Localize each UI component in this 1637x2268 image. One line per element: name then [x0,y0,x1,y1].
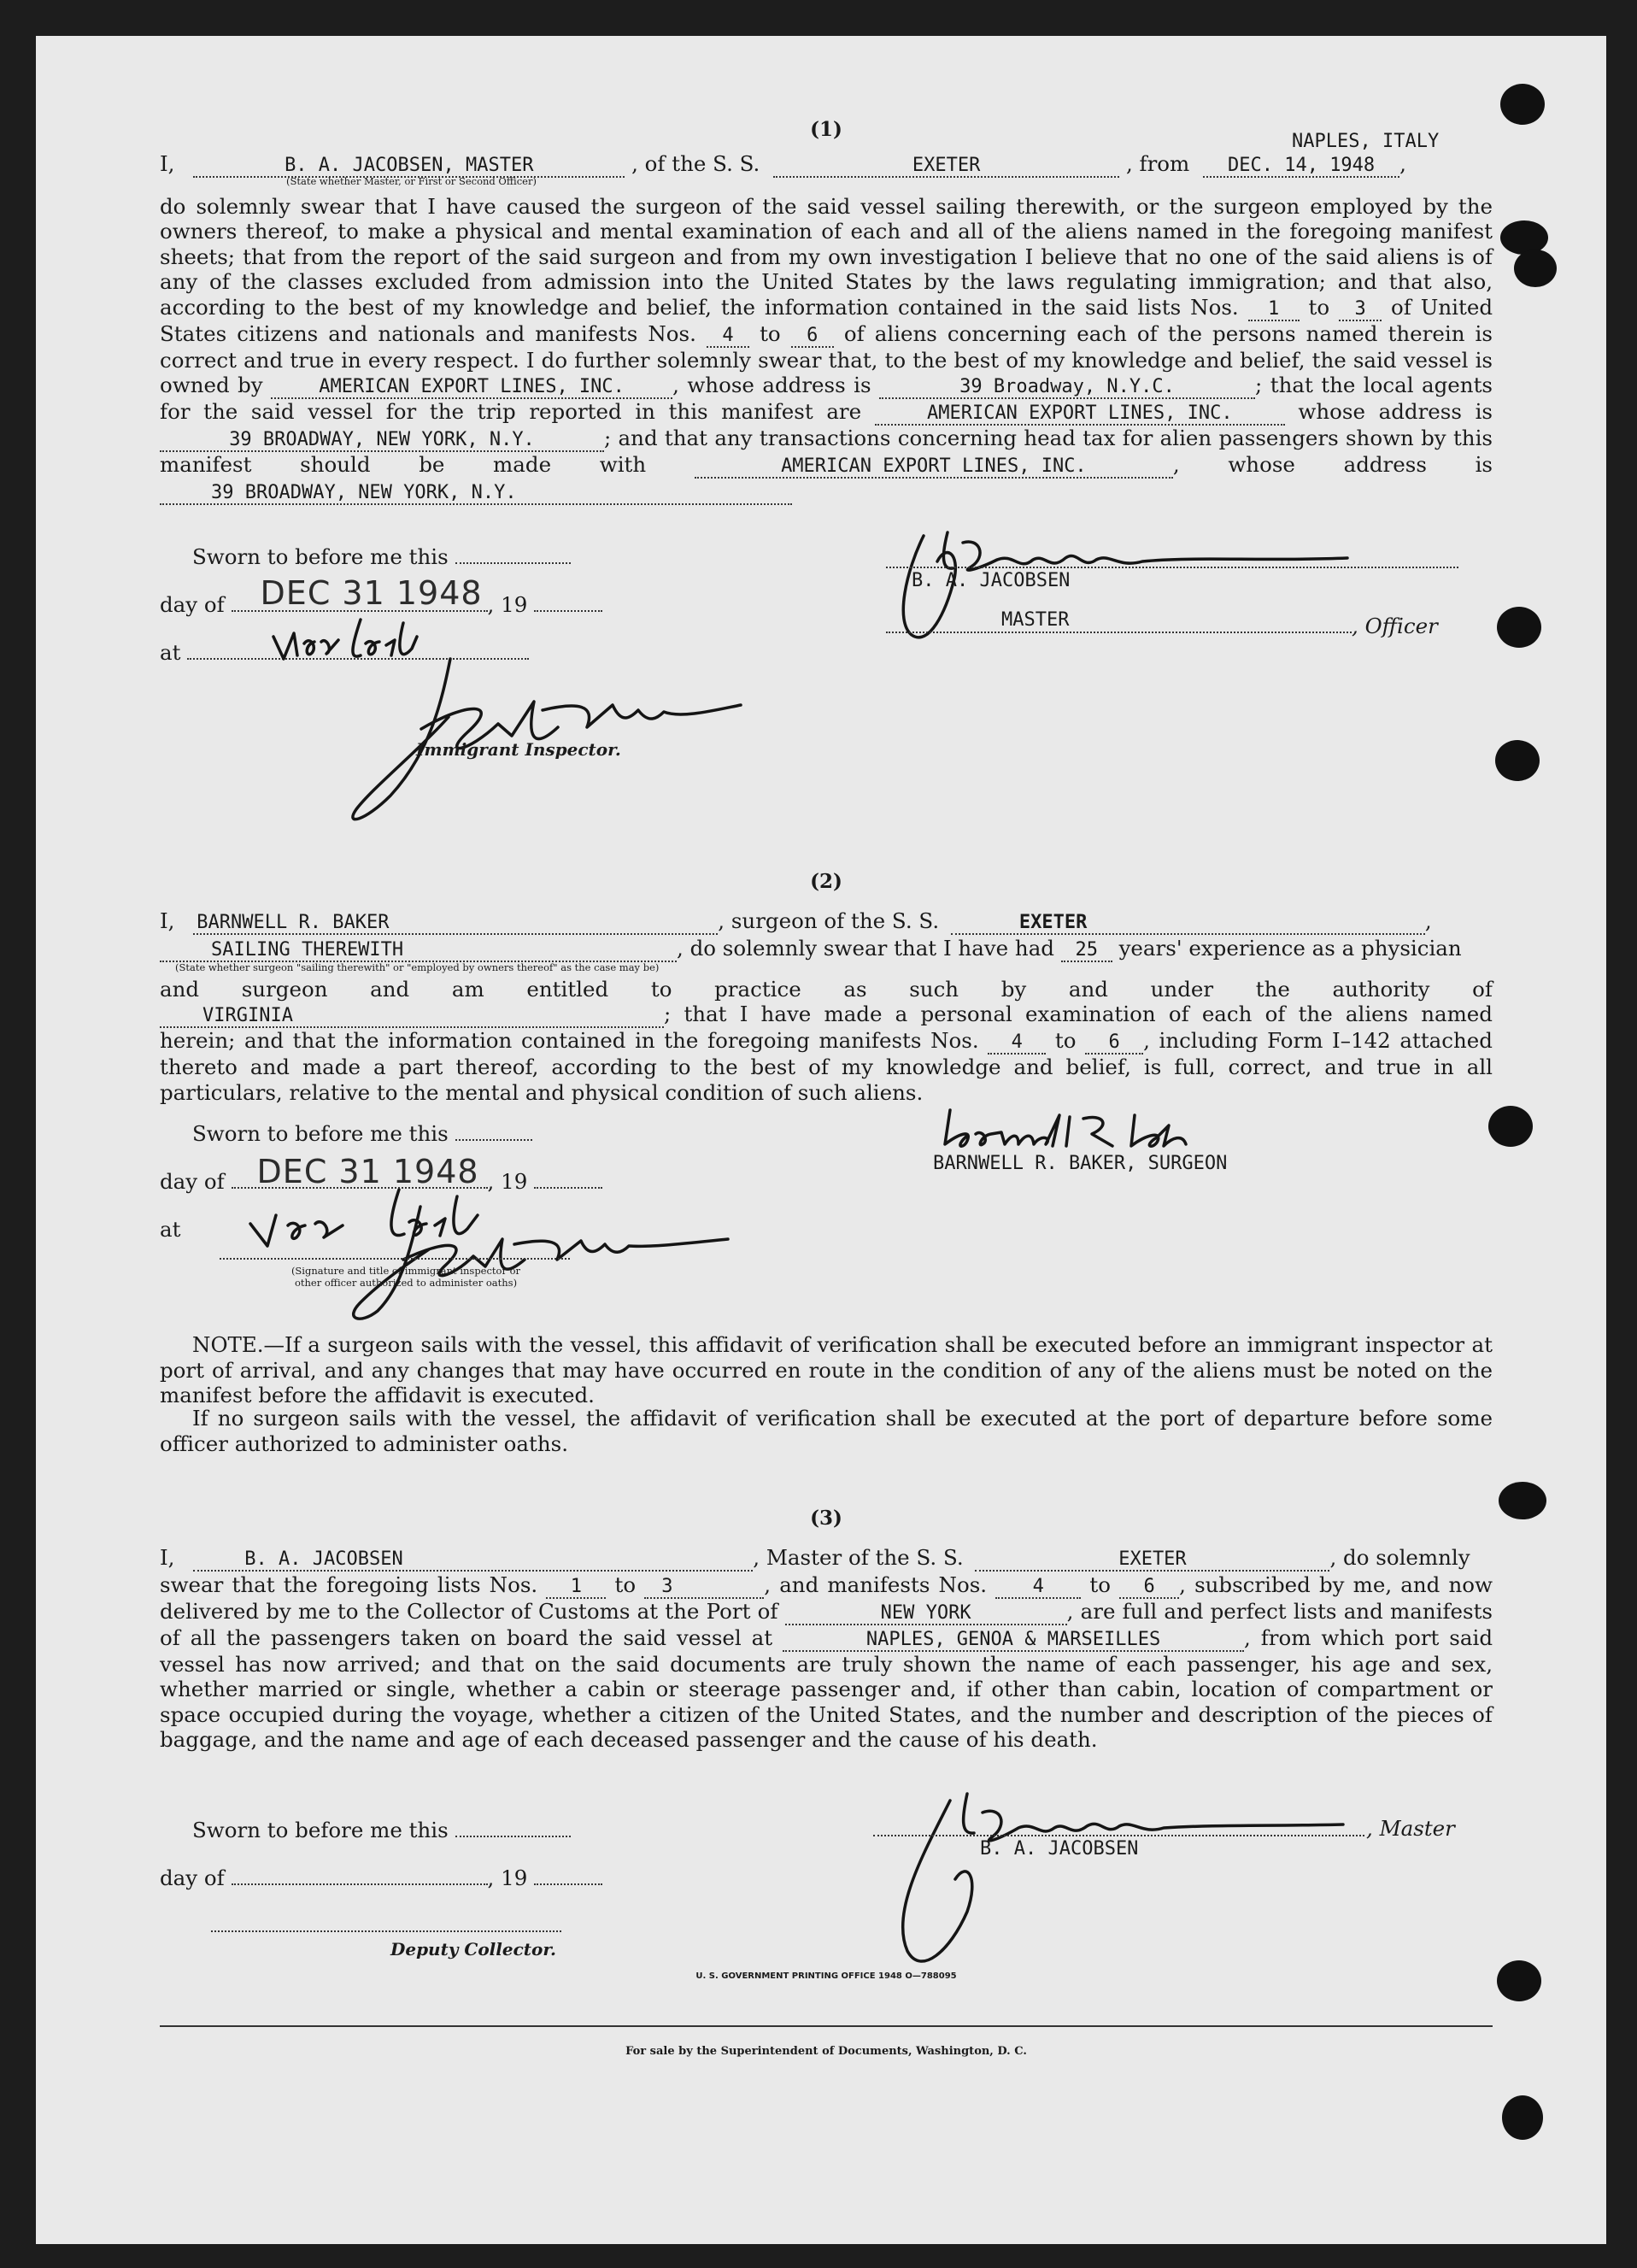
sworn-line [192,544,571,570]
day-of-blank [232,1883,488,1885]
officer-title-field [886,611,1352,633]
text: , Master of the S. S. [753,1544,964,1570]
immigrant-inspector-label: Immigrant Inspector. [416,739,621,760]
sale-notice: For sale by the Superintendent of Documents, Washington, D. C. [625,2044,1027,2058]
dotted-blank [534,1187,602,1189]
punch-hole [1499,1482,1546,1519]
document-sheet [160,117,1493,2058]
authority-field: VIRGINIA [160,1006,664,1028]
section-number: (1) [810,118,842,141]
at-line [160,1217,180,1243]
head-tax-field: AMERICAN EXPORT LINES, INC. [695,456,1173,479]
master-signer-name: B. A. JACOBSEN [912,570,1071,591]
text: years' experience as a physician [1118,935,1462,961]
section-2-body [160,977,1493,1106]
port-field: NEW YORK [785,1603,1067,1625]
sworn-block [160,1818,758,1980]
ports-field: NAPLES, GENOA & MARSEILLES [783,1630,1244,1652]
lists-from-field: 1 [546,1577,606,1599]
text: , do solemnly swear that I have had [677,935,1054,961]
text: I, [160,150,175,176]
text: delivered by me to the Collector of Customs at the Port of [160,1598,778,1624]
text: , 19 [487,592,528,617]
body-text: of aliens concerning each of the persons named therein is correct and true in every respect. I do further solemnly swear that, to the best of my knowledge and belief, the said vessel is owned by [160,320,1493,397]
text: Sworn to before me this [192,544,449,569]
body-text: of United States citizens and nationals and manifests Nos. [160,294,1493,346]
text: , whose address is [1172,452,1493,477]
text: , 19 [487,1866,528,1890]
note-text: If a surgeon sails with the vessel, this affidavit of verification shall be executed before an immigrant inspector at port of arrival, and any changes that may have occurred en route in the condition of any of the aliens must be noted on the manifest before the affidavit is executed. [160,1332,1493,1407]
body-text: port said vessel has now arrived; and that on the said documents are truly shown the name of each passenger, his age and sex, whether married or single, whether a cabin or steerage passenger and, if other than cabin, location of compartment or space occupied during the voyage, whether a citizen of the United States, and the number and description of the pieces of baggage, and the name and age of each deceased passenger and the cause of his death. [160,1625,1493,1752]
lists-to-field: 3 [1339,299,1382,321]
body-text: that I have made a personal examination of each of the aliens named herein; and that the information contained in the foregoing manifests Nos. [160,1002,1493,1053]
text: , do solemnly [1329,1544,1470,1570]
master-name-field: B. A. JACOBSEN, MASTER [193,156,625,178]
section-number: (3) [810,1507,842,1530]
text: Sworn to before me this [192,1121,449,1146]
section-3-body [160,1572,1493,1753]
text: to [1054,1028,1077,1053]
punch-hole [1502,2095,1543,2140]
document-footer [160,1964,1493,2058]
body-text: do solemnly swear that I have caused the surgeon of the said vessel sailing therewith, or the surgeon employed by the owners thereof, to make a physical and mental examination of each and all of the aliens named in the foregoing manifest sheets; that from the report of the said surgeon and from my own investigation I believe that no one of the said aliens is of any of the classes excluded from admission into the United States by the laws regulating immigration; and that also, according to the best of my knowledge and belief, the information contained in the said lists Nos. [160,193,1493,320]
note-2 [160,1406,1493,1456]
deputy-collector-label: Deputy Collector. [390,1939,557,1960]
sailing-line [160,936,1493,960]
sworn-block [160,1121,775,1326]
master-name-field: B. A. JACOBSEN [193,1549,753,1572]
text: to [1308,294,1330,320]
text: swear that the foregoing lists Nos. [160,1572,538,1597]
text: , from [1125,150,1190,176]
dotted-blank [534,610,602,612]
master-line [160,1545,1493,1571]
text: day of [160,1169,225,1194]
punch-hole [1497,1960,1541,2001]
body-text: that the local agents for the said vessel for the trip reported in this manifest are [160,373,1493,424]
dotted-blank [534,1883,602,1885]
text: to [760,320,781,346]
hint-line: (Signature and title of immigrant inspector or [290,1265,521,1277]
date-stamp: DEC 31 1948 [260,574,483,612]
text: , whose address is [672,373,871,397]
surgeon-line [160,908,1493,934]
punch-hole [1497,607,1541,648]
sworn-block [160,544,758,835]
dotted-blank [455,1836,571,1837]
document-page [36,36,1606,2244]
owner-address-field: 39 Broadway, N.Y.C. [879,377,1255,399]
surgeon-signer-name: BARNWELL R. BAKER, SURGEON [933,1153,1228,1174]
surgeon-signature-block [933,1100,1463,1194]
section-1 [160,117,1493,869]
punch-hole [1495,740,1540,781]
date-stamp: DEC 31 1948 [256,1153,479,1190]
vessel-field: EXETER [975,1549,1329,1572]
note-text: If no surgeon sails with the vessel, the affidavit of verification shall be executed at the port of departure before some officer authorized to administer oaths. [160,1406,1493,1456]
body-text: ; and that any transactions concerning head tax for alien passengers shown by this manifest should be made with [160,426,1493,477]
text: and surgeon and am entitled to practice as such by and under the authority of [160,976,1493,1002]
text: , [1399,150,1406,176]
text: , of the S. S. [631,150,760,176]
hint-line: other officer authorized to administer oaths) [294,1277,518,1289]
text: , 19 [487,1169,528,1194]
departure-location: NAPLES, ITALY [1292,131,1440,152]
sworn-line [192,1818,571,1843]
text: ; [1255,373,1263,397]
text: I, [160,1544,175,1570]
text: , surgeon of the S. S. [718,908,940,933]
text: , from which [1244,1625,1385,1650]
master-signer-name: B. A. JACOBSEN [980,1838,1139,1860]
body-text: , including Form I–142 attached thereto and made a part thereof, according to the best of my knowledge and belief, is full, correct, and true in all particulars, relative to the mental and physical condition of such aliens. [160,1028,1493,1105]
sailing-field: SAILING THEREWITH [160,940,677,962]
section-1-body [160,194,1493,506]
text: day of [160,1866,225,1890]
text: ; [664,1002,672,1026]
lists-to-field: 3 [644,1577,764,1599]
section-2 [160,869,1493,1506]
footer-rule [160,2025,1493,2027]
section-3 [160,1506,1493,1984]
sailing-hint: (State whether surgeon "sailing therewith" or "employed by owners thereof" as the case may be) [175,961,660,973]
manifests-from-field: 4 [988,1032,1046,1055]
text: , subscribed by me, and now [1179,1572,1493,1597]
text: , [1424,908,1432,933]
manifests-from-field: 4 [995,1577,1081,1599]
date-field: DEC. 14, 1948 [1203,156,1399,178]
text: at [160,1217,181,1242]
text: to [1089,1572,1111,1597]
surgeon-name-field: BARNWELL R. BAKER [193,913,718,935]
dotted-blank [455,562,571,564]
punch-hole [1514,250,1557,287]
collector-signature-line [211,1930,561,1932]
master-signature [873,1783,1352,1980]
agents-address-field: 39 BROADWAY, NEW YORK, N.Y. [160,430,604,452]
punch-hole [1500,84,1545,125]
officer-title: MASTER [1001,609,1070,631]
head-tax-address-field: 39 BROADWAY, NEW YORK, N.Y. [160,483,792,505]
text: day of [160,592,225,617]
punch-hole [1488,1106,1533,1147]
text: , are full and perfect lists and [1066,1598,1383,1624]
note [160,1332,1493,1408]
manifests-to-field: 6 [791,326,834,348]
text: , and manifests Nos. [764,1572,988,1597]
signature-hint [269,1265,543,1289]
vessel-field: EXETER [773,156,1119,178]
manifests-to-field: 6 [1119,1577,1179,1599]
manifests-from-field: 4 [707,326,749,348]
master-signature-block [886,519,1493,741]
inspector-signature-line [220,1258,570,1260]
master-hint: (State whether Master, or First or Second Officer) [286,175,537,187]
officer-label: , Officer [1352,614,1438,638]
officer-line [886,611,1438,639]
day-of-line [160,1866,602,1891]
years-field: 25 [1061,940,1112,962]
text: whose address is [1298,399,1493,424]
master-signature-block [873,1783,1493,1980]
manifests-to-field: 6 [1085,1032,1143,1055]
text: I, [160,908,175,933]
text: manifests of all the passengers taken on board the said vessel at [160,1598,1493,1650]
gpo-imprint: U. S. GOVERNMENT PRINTING OFFICE 1948 O—788095 [695,1971,957,1981]
owner-field: AMERICAN EXPORT LINES, INC. [271,377,672,399]
text: at [160,640,181,665]
vessel-field: EXETER [951,913,1425,935]
dotted-blank [455,1139,532,1141]
inspector-signature [326,1200,771,1328]
master-line [160,151,1493,177]
sworn-line [192,1121,532,1147]
agents-field: AMERICAN EXPORT LINES, INC. [875,403,1285,426]
note-label: NOTE.— [192,1332,285,1357]
section-number: (2) [810,870,842,893]
text: Sworn to before me this [192,1818,449,1842]
lists-from-field: 1 [1248,299,1300,321]
text: to [614,1572,637,1597]
master-label: , Master [1366,1816,1455,1841]
